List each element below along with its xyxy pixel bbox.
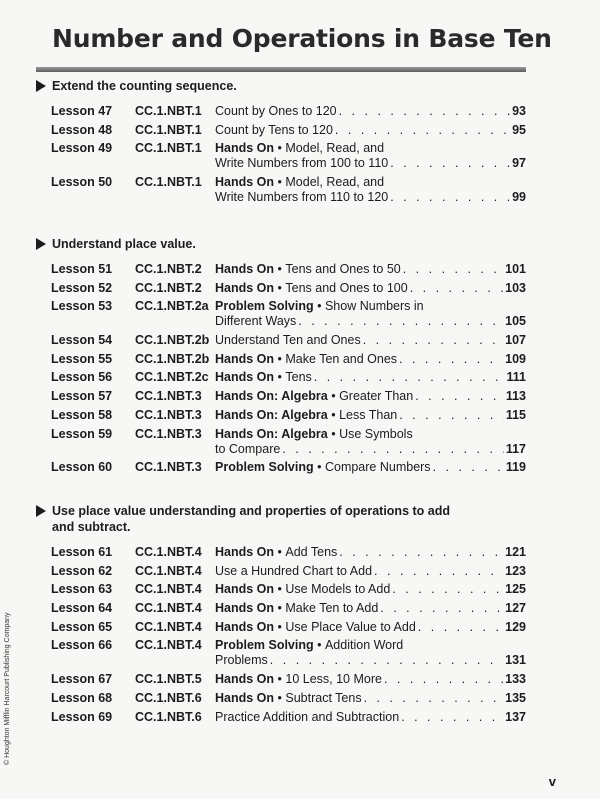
lesson-title: Compare Numbers: [324, 460, 431, 475]
lesson-type-label: Hands On: [215, 141, 275, 156]
lesson-type-label: Hands On: Algebra: [215, 389, 328, 404]
standard-code: CC.1.NBT.2: [135, 262, 202, 276]
lesson-title: Problems: [215, 653, 268, 668]
dot-leader: [339, 104, 510, 119]
lesson-row: [36, 123, 526, 138]
dot-leader: [399, 352, 503, 367]
section-add-and-subtract: [36, 503, 526, 728]
section-heading-text: [52, 503, 450, 535]
lesson-title: Write Numbers from 100 to 110: [215, 156, 389, 171]
lesson-type-label: Problem Solving: [215, 638, 314, 653]
lesson-row: [36, 582, 526, 597]
lesson-title-line: [215, 710, 526, 725]
lesson-description: [215, 564, 526, 579]
lesson-title-line: [215, 442, 526, 457]
dot-leader: [364, 691, 504, 706]
lesson-number: Lesson 59: [51, 426, 113, 441]
lesson-type-label: Hands On: [215, 370, 275, 385]
bullet-separator: •: [274, 690, 286, 705]
page-ref: 113: [505, 389, 526, 404]
lesson-title: Tens: [285, 370, 312, 385]
lesson-title: Show Numbers in: [324, 299, 424, 314]
bullet-separator: •: [274, 262, 286, 276]
lesson-number: Lesson 57: [51, 389, 113, 404]
section-heading-line: Extend the counting sequence.: [52, 79, 237, 93]
page-ref: 133: [505, 672, 526, 687]
lesson-title-line: [215, 389, 526, 404]
bullet-separator: •: [274, 370, 286, 385]
lesson-title: 10 Less, 10 More: [285, 672, 382, 687]
page-ref: 117: [505, 441, 526, 456]
lesson-row: [36, 672, 526, 687]
lesson-number: Lesson 65: [51, 619, 113, 634]
lesson-number: Lesson 50: [51, 175, 113, 190]
lesson-title-line: [215, 190, 526, 205]
section-counting-sequence: [36, 78, 526, 209]
lesson-number: Lesson 62: [51, 563, 113, 578]
lesson-title-line: [215, 156, 526, 171]
lesson-title: Add Tens: [285, 545, 338, 559]
lesson-title-line: [215, 620, 526, 635]
dot-leader: [298, 314, 503, 329]
lesson-number: Lesson 63: [51, 582, 113, 597]
triangle-bullet-icon: [36, 505, 46, 517]
lesson-number: Lesson 66: [51, 638, 113, 653]
lesson-title-line: [215, 352, 526, 367]
bullet-separator: •: [274, 601, 286, 616]
dot-leader: [399, 408, 504, 423]
lesson-title: Addition Word: [324, 638, 404, 653]
standard-code: CC.1.NBT.4: [135, 619, 202, 634]
lesson-row: [36, 601, 526, 616]
lesson-row: [36, 175, 526, 205]
lesson-type-label: Problem Solving: [215, 299, 314, 314]
lesson-description: [215, 691, 526, 706]
lesson-title-line: [215, 262, 526, 277]
lesson-description: [215, 141, 526, 171]
dot-leader: [374, 564, 503, 579]
lesson-number: Lesson 53: [51, 299, 113, 314]
page-ref: 115: [505, 407, 526, 422]
lesson-title: Less Than: [339, 407, 398, 422]
lesson-description: [215, 582, 526, 597]
lesson-title: Make Ten and Ones: [285, 351, 398, 366]
lesson-title: Use Models to Add: [285, 582, 391, 597]
standard-code: CC.1.NBT.2c: [135, 370, 209, 385]
lesson-title-line: [215, 691, 526, 706]
bullet-separator: •: [274, 280, 286, 295]
lesson-description: [215, 175, 526, 205]
lesson-title-line: [215, 333, 526, 348]
page-ref: 93: [512, 104, 526, 118]
lesson-title: Count by Ones to 120: [215, 104, 337, 118]
lesson-row: [36, 352, 526, 367]
lesson-row: [36, 564, 526, 579]
lesson-row: [36, 427, 526, 457]
dot-leader: [401, 710, 503, 725]
lesson-number: Lesson 54: [51, 333, 113, 348]
lesson-row: [36, 281, 526, 296]
lesson-row: [36, 620, 526, 635]
standard-code: CC.1.NBT.3: [135, 426, 202, 441]
page-title: Number and Operations in Base Ten: [52, 24, 552, 53]
standard-code: CC.1.NBT.4: [135, 582, 202, 597]
bullet-separator: •: [313, 299, 325, 314]
dot-leader: [270, 653, 503, 668]
lesson-title-line: [215, 299, 526, 314]
dot-leader: [314, 370, 505, 385]
bullet-separator: •: [274, 141, 286, 156]
page-ref: 105: [505, 314, 526, 329]
dot-leader: [282, 442, 504, 457]
standard-code: CC.1.NBT.2b: [135, 333, 210, 348]
lesson-number: Lesson 61: [51, 545, 113, 559]
page-ref: 101: [505, 262, 526, 276]
lesson-number: Lesson 48: [51, 122, 113, 137]
lesson-description: [215, 672, 526, 687]
lesson-row: [36, 299, 526, 329]
lesson-title: Model, Read, and: [285, 141, 385, 156]
page-ref: 95: [512, 122, 526, 137]
lesson-type-label: Hands On: Algebra: [215, 407, 328, 422]
page-ref: 127: [505, 601, 526, 616]
lesson-row: [36, 710, 526, 725]
lesson-description: [215, 620, 526, 635]
lesson-number: Lesson 55: [51, 351, 113, 366]
bullet-separator: •: [327, 389, 340, 404]
dot-leader: [339, 545, 503, 560]
page-ref: 135: [505, 690, 526, 705]
lesson-title-line: [215, 460, 526, 475]
lesson-title-line: [215, 672, 526, 687]
lesson-number: Lesson 64: [51, 601, 113, 616]
lesson-number: Lesson 52: [51, 280, 113, 295]
lesson-title: Practice Addition and Subtraction: [215, 709, 400, 724]
section-heading: [36, 236, 526, 252]
lesson-number: Lesson 60: [51, 460, 113, 475]
lesson-type-label: Hands On: [215, 582, 275, 597]
section-heading-line: Use place value understanding and properties of operations to add: [52, 504, 450, 518]
lesson-type-label: Hands On: [215, 601, 275, 616]
lesson-type-label: Hands On: [215, 690, 275, 705]
page-ref: 119: [505, 460, 526, 475]
lesson-title: Write Numbers from 110 to 120: [215, 190, 389, 205]
lesson-number: Lesson 58: [51, 407, 113, 422]
lesson-row: [36, 104, 526, 119]
lesson-title-line: [215, 141, 526, 156]
dot-leader: [433, 460, 504, 475]
lesson-title: Tens and Ones to 50: [285, 262, 401, 276]
dot-leader: [410, 281, 503, 296]
lesson-number: Lesson 68: [51, 690, 113, 705]
lesson-number: Lesson 56: [51, 370, 113, 385]
dot-leader: [403, 262, 503, 277]
standard-code: CC.1.NBT.3: [135, 460, 202, 475]
bullet-separator: •: [274, 545, 286, 559]
page-number: v: [548, 774, 556, 789]
lesson-title-line: [215, 281, 526, 296]
lesson-row: [36, 333, 526, 348]
section-heading-line: Understand place value.: [52, 237, 196, 251]
lesson-description: [215, 408, 526, 423]
lesson-type-label: Hands On: Algebra: [215, 426, 328, 441]
lesson-title: Count by Tens to 120: [215, 122, 333, 137]
standard-code: CC.1.NBT.4: [135, 545, 202, 559]
lesson-description: [215, 389, 526, 404]
section-heading: [36, 78, 526, 94]
standard-code: CC.1.NBT.3: [135, 407, 202, 422]
dot-leader: [390, 156, 510, 171]
dot-leader: [390, 190, 510, 205]
page-ref: 123: [505, 563, 526, 578]
section-heading-line: and subtract.: [52, 520, 131, 534]
dot-leader: [380, 601, 503, 616]
lesson-description: [215, 104, 526, 119]
dot-leader: [415, 389, 504, 404]
bullet-separator: •: [274, 175, 286, 190]
lesson-title-line: [215, 564, 526, 579]
lesson-title-line: [215, 314, 526, 329]
lesson-row: [36, 141, 526, 171]
lesson-description: [215, 710, 526, 725]
section-heading-text: [52, 78, 237, 94]
lesson-title: Use Symbols: [339, 426, 413, 441]
page-ref: 137: [505, 709, 526, 724]
copyright-notice: © Houghton Mifflin Harcourt Publishing Company: [4, 612, 11, 765]
lesson-description: [215, 262, 526, 277]
section-place-value: [36, 236, 526, 479]
lesson-title-line: [215, 175, 526, 190]
bullet-separator: •: [274, 619, 286, 634]
lesson-description: [215, 427, 526, 457]
page-ref: 131: [505, 653, 526, 668]
lesson-title: Tens and Ones to 100: [285, 280, 408, 295]
lesson-title-line: [215, 123, 526, 138]
standard-code: CC.1.NBT.5: [135, 672, 202, 687]
triangle-bullet-icon: [36, 80, 46, 92]
lesson-type-label: Hands On: [215, 175, 275, 190]
lesson-title: Understand Ten and Ones: [215, 333, 361, 348]
lesson-title-line: [215, 601, 526, 616]
lesson-title-line: [215, 370, 526, 385]
lesson-title-line: [215, 545, 526, 560]
lesson-title: to Compare: [215, 441, 281, 456]
page-ref: 109: [505, 351, 526, 366]
lesson-description: [215, 281, 526, 296]
dot-leader: [363, 333, 503, 348]
lesson-description: [215, 545, 526, 560]
lesson-description: [215, 333, 526, 348]
lesson-type-label: Hands On: [215, 619, 275, 634]
page-ref: 99: [512, 190, 526, 205]
lesson-number: Lesson 69: [51, 709, 113, 724]
lesson-row: [36, 408, 526, 423]
title-rule: [36, 67, 526, 72]
lesson-title-line: [215, 427, 526, 442]
lesson-title-line: [215, 104, 526, 119]
lesson-type-label: Problem Solving: [215, 460, 314, 475]
lesson-description: [215, 299, 526, 329]
lesson-title-line: [215, 638, 526, 653]
dot-leader: [335, 123, 510, 138]
standard-code: CC.1.NBT.1: [135, 175, 202, 190]
lesson-number: Lesson 49: [51, 141, 113, 156]
page-ref: 97: [512, 156, 526, 171]
section-heading-text: [52, 236, 196, 252]
standard-code: CC.1.NBT.4: [135, 601, 202, 616]
page-ref: 107: [505, 333, 526, 348]
standard-code: CC.1.NBT.4: [135, 638, 202, 653]
bullet-separator: •: [327, 407, 340, 422]
bullet-separator: •: [274, 582, 286, 597]
section-heading: [36, 503, 526, 535]
standard-code: CC.1.NBT.2: [135, 280, 202, 295]
triangle-bullet-icon: [36, 238, 46, 250]
standard-code: CC.1.NBT.1: [135, 141, 202, 156]
standard-code: CC.1.NBT.2b: [135, 351, 210, 366]
lesson-title-line: [215, 653, 526, 668]
lesson-title: Different Ways: [215, 314, 297, 329]
lesson-row: [36, 370, 526, 385]
lesson-row: [36, 389, 526, 404]
lesson-description: [215, 601, 526, 616]
lesson-row: [36, 262, 526, 277]
page-ref: 111: [506, 370, 526, 385]
standard-code: CC.1.NBT.6: [135, 709, 202, 724]
bullet-separator: •: [327, 426, 340, 441]
lesson-type-label: Hands On: [215, 351, 275, 366]
lesson-title: Greater Than: [339, 389, 414, 404]
dot-leader: [418, 620, 503, 635]
page-ref: 129: [505, 619, 526, 634]
bullet-separator: •: [274, 672, 286, 687]
lesson-number: Lesson 47: [51, 104, 113, 118]
lesson-type-label: Hands On: [215, 545, 275, 559]
standard-code: CC.1.NBT.1: [135, 122, 202, 137]
standard-code: CC.1.NBT.6: [135, 690, 202, 705]
lesson-title: Use a Hundred Chart to Add: [215, 563, 373, 578]
lesson-row: [36, 691, 526, 706]
page-ref: 121: [505, 545, 526, 559]
lesson-row: [36, 460, 526, 475]
lesson-title-line: [215, 408, 526, 423]
lesson-title-line: [215, 582, 526, 597]
lesson-type-label: Hands On: [215, 280, 275, 295]
lesson-description: [215, 638, 526, 668]
dot-leader: [392, 582, 503, 597]
standard-code: CC.1.NBT.3: [135, 389, 202, 404]
lesson-type-label: Hands On: [215, 262, 275, 276]
bullet-separator: •: [313, 460, 325, 475]
lesson-list: [36, 262, 526, 475]
lesson-type-label: Hands On: [215, 672, 275, 687]
lesson-title: Use Place Value to Add: [285, 619, 416, 634]
lesson-title: Make Ten to Add: [285, 601, 379, 616]
page-ref: 125: [505, 582, 526, 597]
standard-code: CC.1.NBT.4: [135, 563, 202, 578]
standard-code: CC.1.NBT.1: [135, 104, 202, 118]
lesson-number: Lesson 67: [51, 672, 113, 687]
standard-code: CC.1.NBT.2a: [135, 299, 209, 314]
lesson-list: [36, 545, 526, 725]
page-ref: 103: [505, 280, 526, 295]
dot-leader: [384, 672, 503, 687]
bullet-separator: •: [313, 638, 325, 653]
lesson-title: Model, Read, and: [285, 175, 385, 190]
lesson-row: [36, 545, 526, 560]
lesson-title: Subtract Tens: [285, 690, 362, 705]
lesson-row: [36, 638, 526, 668]
bullet-separator: •: [274, 351, 286, 366]
lesson-list: [36, 104, 526, 205]
lesson-description: [215, 460, 526, 475]
lesson-description: [215, 352, 526, 367]
lesson-description: [215, 370, 526, 385]
lesson-number: Lesson 51: [51, 262, 113, 276]
lesson-description: [215, 123, 526, 138]
